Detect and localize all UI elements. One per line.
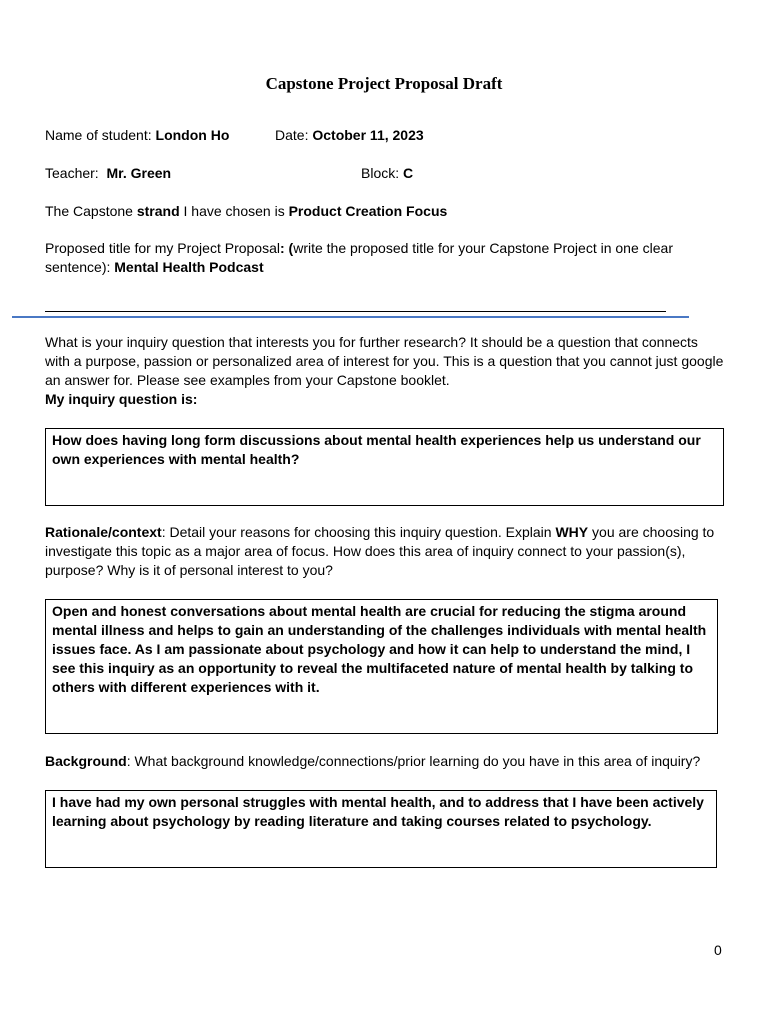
title-underline (45, 311, 666, 312)
strand-value: Product Creation Focus (288, 203, 448, 219)
section-divider (12, 316, 689, 318)
strand-line (45, 202, 447, 221)
block-value: C (403, 165, 414, 181)
proposed-title-pre: Proposed title for my Project Proposal (45, 240, 280, 256)
student-name-label: Name of student: (45, 127, 156, 143)
rationale-prompt-1: : Detail your reasons for choosing this inquiry question. Explain (161, 524, 556, 540)
inquiry-label-text: My inquiry question is: (45, 391, 198, 407)
proposed-title-instruction: write the proposed title for your Capstone Project in one clear sentence): (45, 240, 673, 275)
strand-bold-word: strand (136, 203, 180, 219)
block-label: Block: (361, 165, 404, 181)
page-number: 0 (714, 942, 722, 958)
rationale-why: WHY (555, 524, 589, 540)
date-label: Date: (275, 127, 313, 143)
background-prompt-text: : What background knowledge/connections/prior learning do you have in this area of inquiry? (126, 753, 701, 769)
strand-pre: The Capstone (45, 203, 137, 219)
inquiry-prompt: What is your inquiry question that interests you for further research? It should be a question that connects with a purpose, passion or personalized area of interest for you. This is a question that you cannot just google an answer for. Please see examples from your Capstone booklet. (45, 334, 724, 388)
rationale-label: Rationale/context (45, 524, 162, 540)
teacher-line (45, 164, 171, 183)
background-prompt (45, 752, 745, 771)
proposed-title-paragraph (45, 239, 685, 277)
background-answer-box[interactable]: I have had my own personal struggles with mental health, and to address that I have been actively learning about psychology by reading literature and taking courses related to psychology. (45, 790, 717, 868)
inquiry-label (45, 390, 725, 409)
date-line (275, 126, 424, 145)
rationale-answer-box[interactable]: Open and honest conversations about mental health are crucial for reducing the stigma around mental illness and helps to gain an understanding of the challenges individuals with mental health issues face. As I am passionate about psychology and how it can help to understand the mind, I see this inquiry as an opportunity to reveal the multifaceted nature of mental health by talking to others with different experiences with it. (45, 599, 718, 734)
student-name-value: London Ho (155, 127, 230, 143)
rationale-prompt (45, 523, 725, 580)
student-name-line (45, 126, 229, 145)
page-title: Capstone Project Proposal Draft (265, 74, 503, 93)
proposed-title-value: Mental Health Podcast (114, 259, 264, 275)
rationale-prompt-2: you are choosing to investigate this topic as a major area of focus. How does this area of inquiry connect to your passion(s), purpose? Why is it of personal interest to you? (45, 524, 715, 578)
background-label: Background (45, 753, 127, 769)
strand-mid: I have chosen is (179, 203, 289, 219)
teacher-label: Teacher: (45, 165, 107, 181)
teacher-value: Mr. Green (106, 165, 172, 181)
proposed-title-colon: : ( (280, 240, 294, 256)
date-value: October 11, 2023 (312, 127, 424, 143)
inquiry-answer-box[interactable]: How does having long form discussions about mental health experiences help us understand our own experiences with mental health? (45, 428, 724, 506)
block-line (361, 164, 413, 183)
